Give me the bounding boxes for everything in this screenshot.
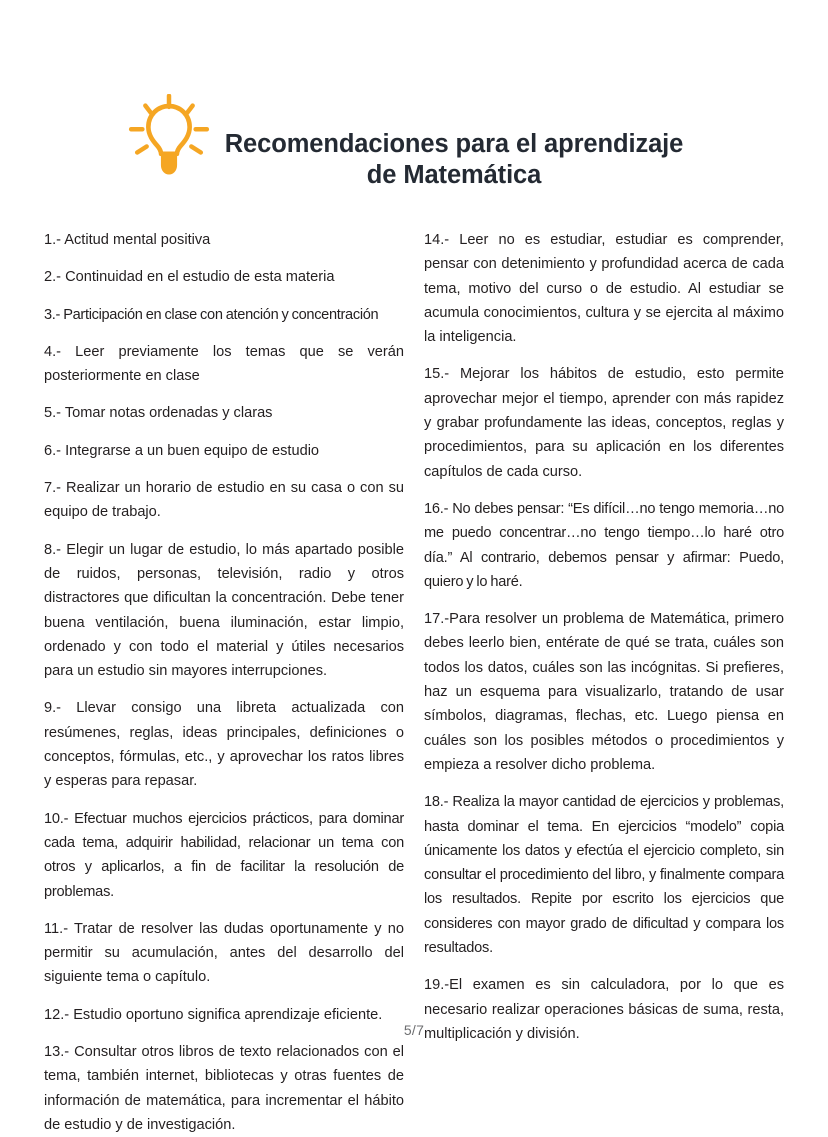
list-item: 12.- Estudio oportuno significa aprendizaje eficiente. — [44, 1006, 383, 1023]
list-item: 11.- Tratar de resolver las dudas oportunamente y no permitir su acumulación, antes del desarrollo del siguiente tema o capítulo. — [44, 920, 404, 986]
page-title — [218, 129, 690, 191]
list-item: 18.- Realiza la mayor cantidad de ejercicios y problemas, hasta dominar el tema. En ejercicios “modelo” copia únicamente los datos y efectúa el ejercicio completo, sin consultar el procedimiento del libro, y finalmente compara los resultados. Repite por escrito los ejercicios que consideres con mayor grado de dificultad y compara los resultados. — [424, 794, 784, 957]
page-title-line-1: Recomendaciones para el aprendizaje — [224, 130, 684, 158]
list-item: 5.- Tomar notas ordenadas y claras — [44, 405, 273, 422]
list-item: 8.- Elegir un lugar de estudio, lo más apartado posible de ruidos, personas, televisión, radio y otros distractores que dificultan la concentración. Debe tener buena ventilación, buena iluminación, estar limpio, ordenado y con todo el material y útiles necesarios para un estudio sin mayores interrupciones. — [44, 541, 404, 680]
list-item: 3.- Participación en clase con atención y concentración — [44, 306, 379, 323]
list-item: 6.- Integrarse a un buen equipo de estudio — [44, 442, 320, 459]
list-item: 14.- Leer no es estudiar, estudiar es comprender, pensar con detenimiento y profundidad acerca de cada tema, motivo del curso o de estudio. Al estudiar se acumula conocimientos, cultura y se ejercita al máximo la inteligencia. — [424, 232, 784, 346]
list-item: 17.-Para resolver un problema de Matemática, primero debes leerlo bien, entérate de qué se trata, cuáles son todos los datos, cuáles son las incógnitas. Si prefieres, haz un esquema para visualizarlo, tratando de usar símbolos, diagramas, flechas, etc. Luego piensa en cuáles son los posibles métodos o procedimientos y empieza a resolver dicho problema. — [424, 611, 784, 773]
page-number-footer: 5/7 — [403, 1022, 425, 1038]
list-item: 2.- Continuidad en el estudio de esta materia — [44, 269, 335, 286]
list-item: 9.- Llevar consigo una libreta actualizada con resúmenes, reglas, ideas principales, definiciones o conceptos, fórmulas, etc., y aprovechar los ratos libres y esperas para repasar. — [44, 700, 404, 790]
list-item: 1.- Actitud mental positiva — [44, 232, 211, 248]
lightbulb-icon — [126, 94, 212, 180]
list-item: 13.- Consultar otros libros de texto relacionados con el tema, también internet, bibliotecas y otras fuentes de información de matemática, para incrementar el hábito de estudio y de investigación. — [44, 1044, 404, 1133]
right-column — [424, 228, 784, 1137]
list-item: 4.- Leer previamente los temas que se verán posteriormente en clase — [44, 343, 404, 385]
list-item: 19.-El examen es sin calculadora, por lo que es necesario realizar operaciones básicas de suma, resta, multiplicación y división. — [424, 977, 784, 1042]
body-columns — [44, 228, 784, 1137]
left-column — [44, 228, 404, 1137]
document-header — [0, 92, 828, 202]
page-title-line-2: de Matemática — [366, 161, 542, 189]
list-item: 7.- Realizar un horario de estudio en su casa o con su equipo de trabajo. — [44, 480, 404, 521]
list-item: 10.- Efectuar muchos ejercicios prácticos, para dominar cada tema, adquirir habilidad, relacionar un tema con otros y aplicarlos, a fin de facilitar la resolución de problemas. — [44, 810, 404, 900]
list-item: 15.- Mejorar los hábitos de estudio, esto permite aprovechar mejor el tiempo, aprender con más rapidez y grabar profundamente las ideas, conceptos, reglas y procedimientos, para su aplicación en los diferentes capítulos de cada curso. — [424, 366, 784, 480]
list-item: 16.- No debes pensar: “Es difícil…no tengo memoria…no me puedo concentrar…no tengo tiempo…lo haré otro día.” Al contrario, debemos pensar y afirmar: Puedo, quiero y lo haré. — [424, 500, 784, 590]
